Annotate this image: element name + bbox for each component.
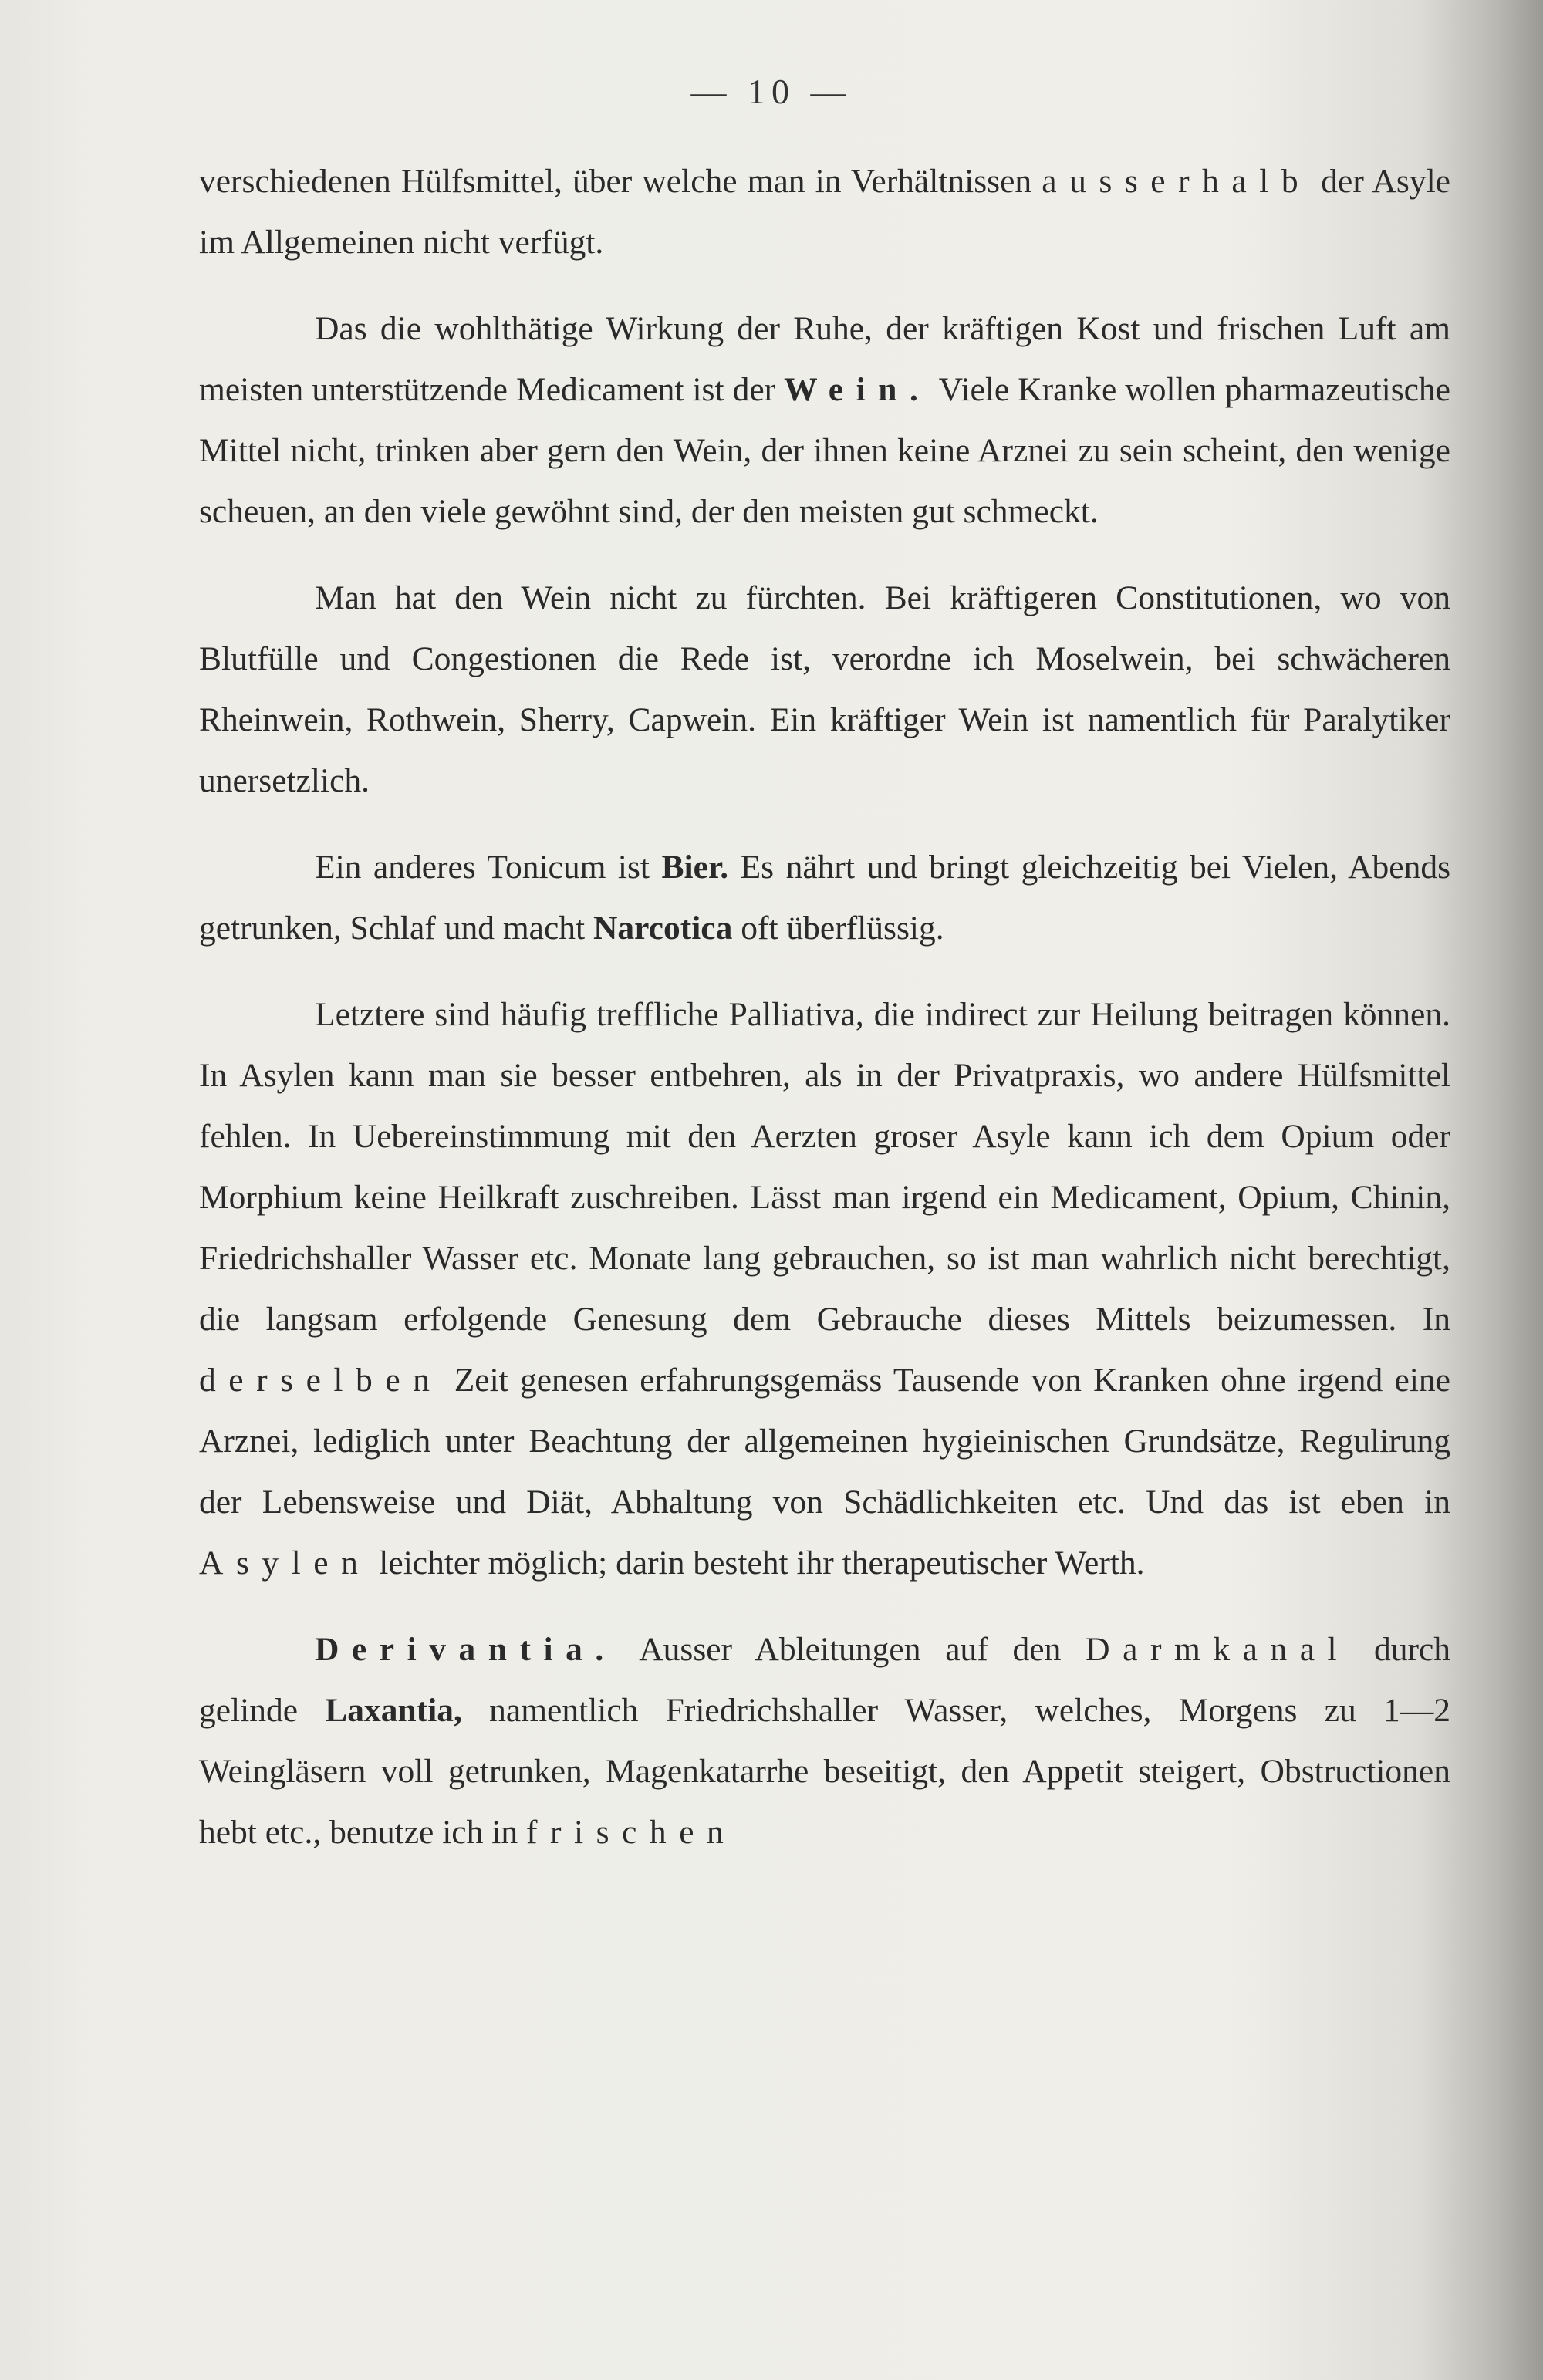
text-run: oft überflüssig. — [732, 910, 944, 947]
text-run: durch gelinde — [199, 1631, 1450, 1729]
emphasized-text: Wein. — [784, 371, 931, 408]
text-run: Viele Kranke wollen pharmazeutische Mittel nicht, trinken aber gern den Wein, der ihnen keine Arznei zu sein scheint, den wenige scheuen, an den viele gewöhnt sind, der den meisten gut schmeckt. — [199, 371, 1450, 530]
text-run: verschiedenen Hülfsmittel, über welche man in Verhältnissen — [199, 163, 1042, 200]
text-run: Ausser Ableitungen auf den — [616, 1631, 1086, 1668]
text-run: Man hat den Wein nicht zu fürchten. Bei kräftigeren Constitutionen, wo von Blutfülle und Congestionen die Rede ist, verordne ich Moselwein, bei schwächeren Rheinwein, Rothwein, Sherry, Capwein. Ein kräftiger Wein ist namentlich für Paralytiker unersetzlich. — [199, 579, 1450, 799]
text-run: namentlich Friedrichshaller Wasser, welches, Morgens zu 1—2 Weingläsern voll getrunken, Magenkatarrhe beseitigt, den Appetit steigert, Obstructionen hebt etc., benutze ich in — [199, 1692, 1450, 1851]
page-number: — 10 — — [690, 72, 853, 111]
emphasized-text: derselben — [199, 1362, 443, 1399]
paragraph-p4 — [199, 837, 1450, 959]
text-run: Letztere sind häufig treffliche Palliativa, die indirect zur Heilung beitragen können. In Asylen kann man sie besser entbehren, als in der Privatpraxis, wo andere Hülfsmittel fehlen. In Uebereinstimmung mit den Aerzten groser Asyle kann ich dem Opium oder Morphium keine Heilkraft zuschreiben. Lässt man irgend ein Medicament, Opium, Chinin, Friedrichshaller Wasser etc. Monate lang gebrauchen, so ist man wahrlich nicht berechtigt, die langsam erfolgende Genesung dem Gebrauche dieses Mittels beizumessen. In — [199, 996, 1450, 1338]
emphasized-text: ausserhalb — [1042, 163, 1312, 200]
paragraph-p6 — [199, 1619, 1450, 1863]
paragraph-p5 — [199, 984, 1450, 1594]
emphasized-text: Laxantia, — [325, 1692, 462, 1729]
paragraph-p3 — [199, 568, 1450, 812]
paragraph-p2 — [199, 299, 1450, 542]
text-run: Das die wohlthätige Wirkung der Ruhe, der kräftigen Kost und frischen Luft am meisten unterstützende Medicament ist der — [199, 310, 1450, 408]
text-run: Ein anderes Tonicum ist — [315, 849, 662, 886]
text-run: der Asyle im Allgemeinen nicht verfügt. — [199, 163, 1450, 261]
text-run: Es nährt und bringt gleichzeitig bei Vielen, Abends getrunken, Schlaf und macht — [199, 849, 1451, 947]
emphasized-text: Narcotica — [593, 910, 733, 947]
text-run: leichter möglich; darin besteht ihr therapeutischer Werth. — [370, 1544, 1145, 1582]
body-text — [199, 151, 1450, 1863]
emphasized-text: Darmkanal — [1086, 1631, 1350, 1668]
emphasized-text: frischen — [525, 1814, 737, 1851]
emphasized-text: Asylen — [199, 1544, 371, 1582]
paragraph-p1 — [199, 151, 1450, 273]
emphasized-text: Bier. — [661, 849, 729, 886]
text-run: Zeit genesen erfahrungsgemäss Tausende von Kranken ohne irgend eine Arznei, lediglich unter Beachtung der allgemeinen hygieinischen Grundsätze, Regulirung der Lebensweise und Diät, Abhaltung von Schädlichkeiten etc. Und das ist eben in — [199, 1362, 1450, 1521]
emphasized-text: Derivantia. — [315, 1631, 616, 1668]
